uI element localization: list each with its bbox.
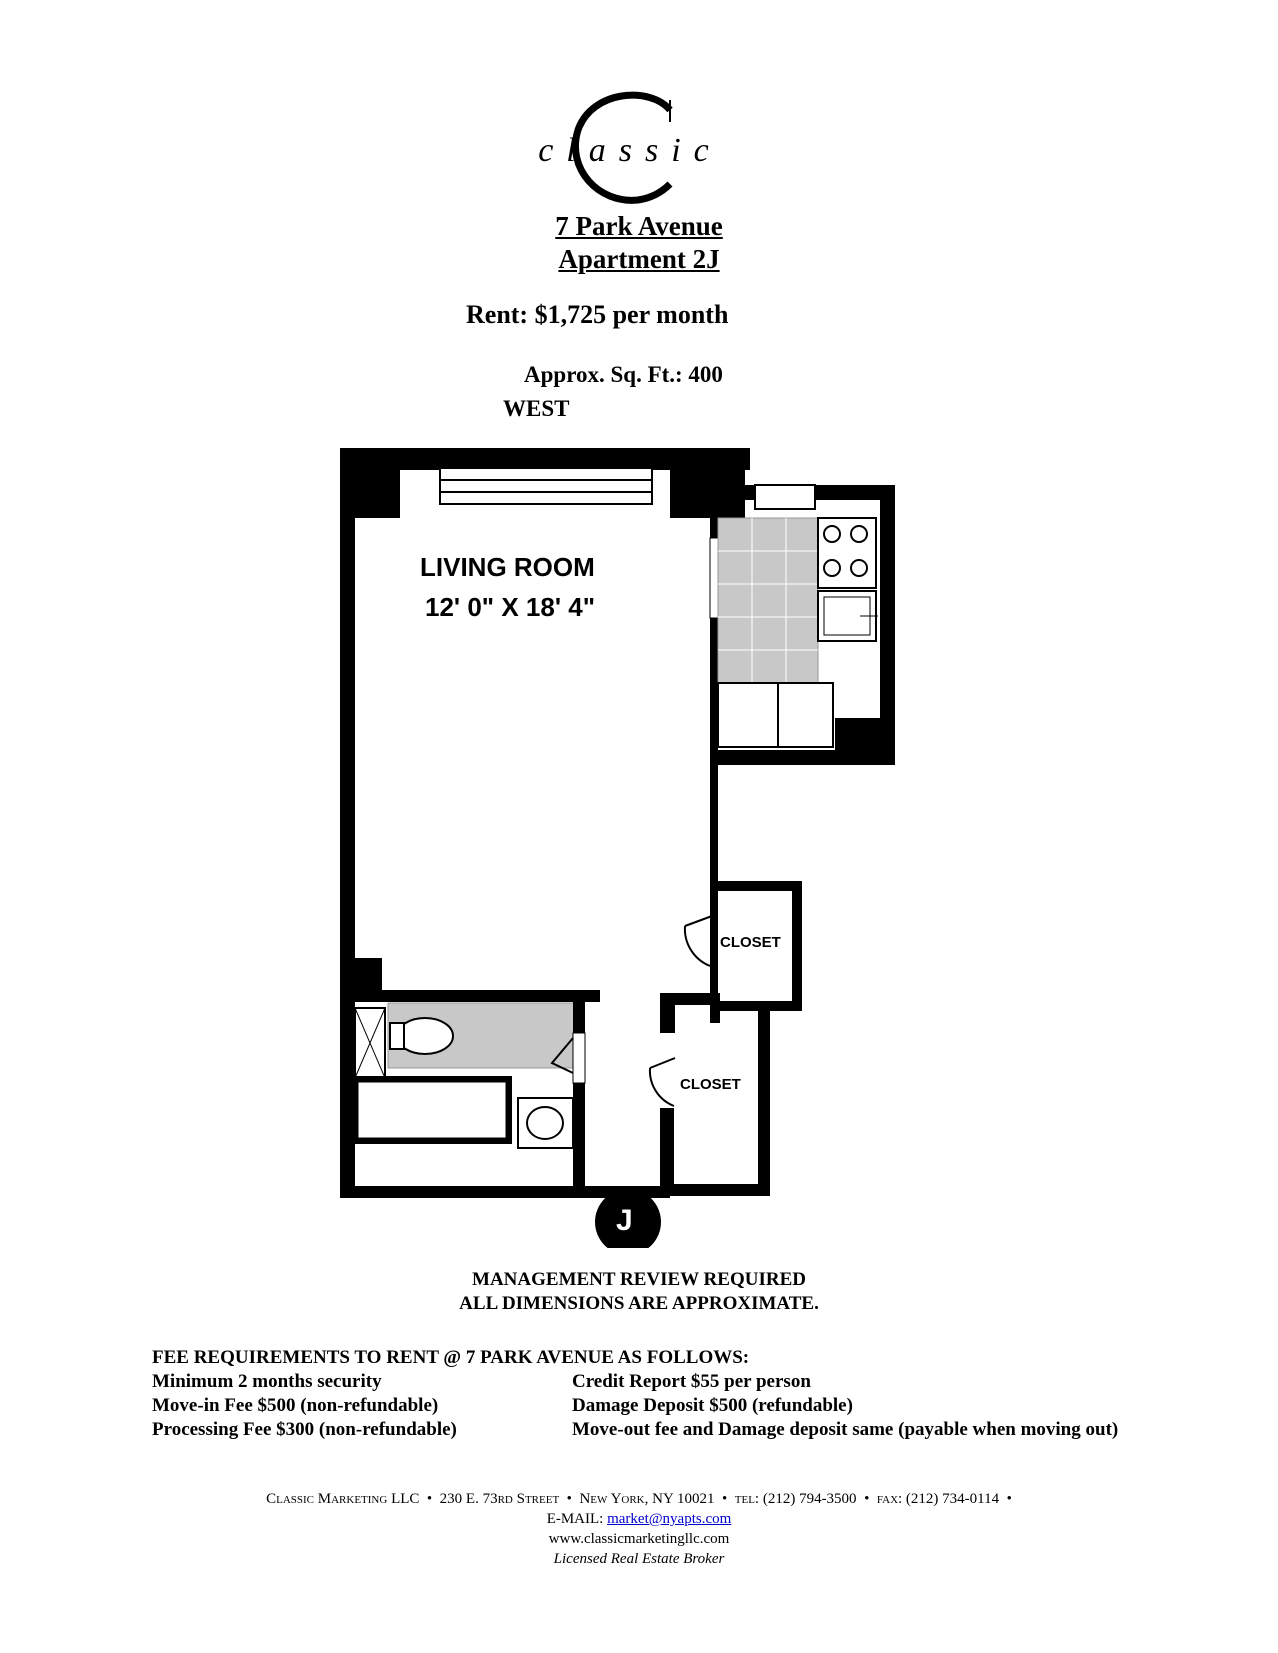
footer-fax: fax: (212) 734-0114 [876, 1491, 1000, 1507]
wall-corner-nw [340, 448, 400, 518]
footer-street: 230 E. 73rd Street [439, 1491, 560, 1507]
toilet-icon [397, 1018, 453, 1054]
kitchen-window [755, 485, 815, 509]
notice-management: MANAGEMENT REVIEW REQUIRED [472, 1269, 806, 1290]
kitchen-opening [710, 538, 718, 618]
living-room-east-wall [710, 730, 718, 985]
fee-left-1: Minimum 2 months security [152, 1371, 382, 1392]
footer-email-link[interactable]: market@nyapts.com [607, 1511, 732, 1527]
fee-right-3: Move-out fee and Damage deposit same (payable when moving out) [572, 1419, 1119, 1440]
closet-2-door-icon [650, 1058, 675, 1106]
square-footage: Approx. Sq. Ft.: 400 [524, 362, 723, 387]
rent-price: Rent: $1,725 per month [466, 300, 729, 329]
living-room-label: LIVING ROOM [420, 552, 595, 582]
closet-1-door-icon [685, 916, 712, 966]
bath-east-wall [573, 1002, 585, 1194]
fee-left-2: Move-in Fee $500 (non-refundable) [152, 1395, 439, 1416]
dishwasher-icon [718, 683, 778, 747]
fee-left-3: Processing Fee $300 (non-refundable) [152, 1419, 457, 1440]
footer-email-line [0, 1510, 1278, 1529]
bath-north-wall [340, 990, 600, 1002]
apartment-number: Apartment 2J [558, 244, 720, 274]
kitchen-tile-floor [718, 518, 818, 683]
closet-2-label: CLOSET [680, 1076, 741, 1093]
orientation-label: WEST [503, 396, 570, 421]
footer-city: New York, NY 10021 [579, 1491, 715, 1507]
refrigerator-icon [778, 683, 833, 747]
fee-right-2: Damage Deposit $500 (refundable) [572, 1395, 853, 1416]
living-room-dimensions: 12' 0" X 18' 4" [425, 592, 596, 622]
fee-right-1: Credit Report $55 per person [572, 1371, 811, 1392]
property-address: 7 Park Avenue [555, 211, 723, 241]
living-room-window [440, 468, 652, 504]
floor-plan [340, 448, 940, 1248]
bathtub-icon [358, 1082, 506, 1138]
wall-corner-ne [670, 448, 745, 518]
logo-wordmark: classic [538, 132, 722, 169]
unit-letter: J [616, 1204, 633, 1237]
fees-heading: FEE REQUIREMENTS TO RENT @ 7 PARK AVENUE AS FOLLOWS: [152, 1347, 750, 1368]
footer-license: Licensed Real Estate Broker [553, 1551, 725, 1567]
footer-email-label: E-MAIL: [546, 1511, 604, 1527]
notice-dimensions: ALL DIMENSIONS ARE APPROXIMATE. [459, 1293, 819, 1314]
footer-company: Classic Marketing LLC [266, 1491, 420, 1507]
footer-tel: tel: (212) 794-3500 [734, 1491, 857, 1507]
footer-website: www.classicmarketingllc.com [548, 1531, 730, 1547]
closet-1-label: CLOSET [720, 934, 781, 951]
kitchen-corner [835, 718, 895, 765]
footer-contact-line: Classic Marketing LLC • 230 E. 73rd Street • New York, NY 10021 • tel: (212) 794-3500 • fax: (212) 734-0114 • [266, 1491, 1012, 1507]
classic-logo [520, 88, 740, 208]
